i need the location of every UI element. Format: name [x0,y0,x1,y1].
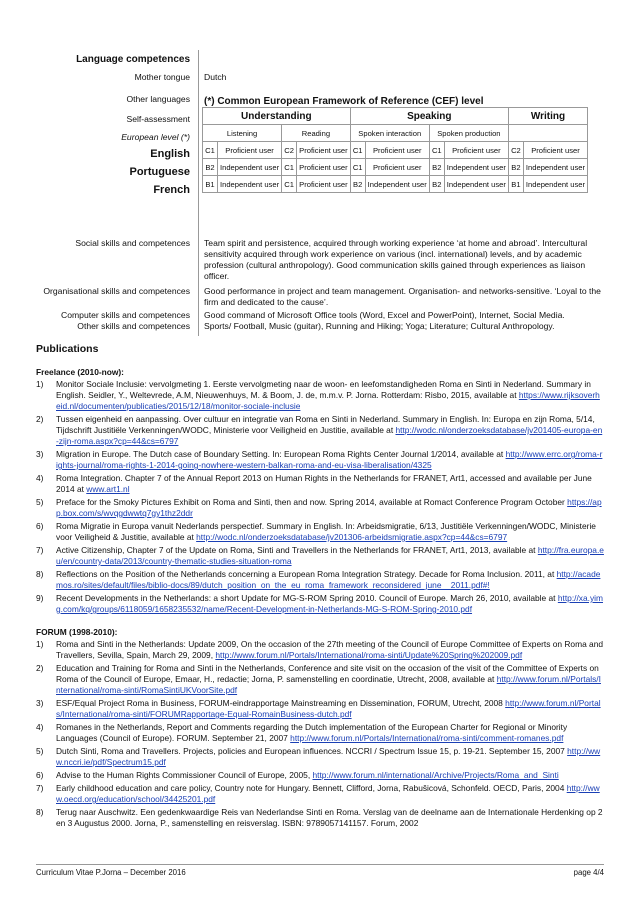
organisational-skills-label: Organisational skills and competences [43,286,190,296]
publication-link[interactable]: http://www.forum.nl/Portals/International/roma-sinti/FORUMRapportage-Equal-RomainBusiness-dutch.pdf [56,698,601,719]
level-code: C1 [350,159,365,176]
level-desc: Independent user [444,176,508,193]
publication-item [36,593,604,615]
table-row [203,142,588,159]
publication-text: Tussen eigenheid en aanpassing. Over cultuur en integratie van Roma en Sinti in Nederland. Summary in English. In: Europa en zijn Roma, 5/14, Tijdschrift Justitiële Verkenningen/WODC, Ministerie voor Veiligheid en Justitie, available at [56,414,595,435]
publication-text: ESF/Equal Project Roma in Business, FORUM-eindrapportage Mainstreaming en Dissemination, FORUM, Utrecht, 2008 [56,698,506,708]
publication-text: Migration in Europe. The Dutch case of Boundary Setting. In: European Roma Rights Center Journal 1/2014, available at [56,449,506,459]
level-desc: Proficient user [444,142,508,159]
publication-number: 5) [36,497,44,507]
publication-link[interactable]: http://www.forum.nl/Portals/International/roma-sinti/RomaSintiUKVoorSite.pdf [56,674,601,695]
publication-item [36,639,604,661]
lang-english-label: English [150,148,190,160]
publication-number: 9) [36,593,44,603]
publication-item [36,783,604,805]
publication-item [36,746,604,768]
footer-rule [36,864,604,865]
subheader-listening: Listening [203,125,282,142]
level-desc: Independent user [444,159,508,176]
language-heading: Language competences [76,54,190,65]
publication-number: 8) [36,569,44,579]
publication-item [36,449,604,471]
computer-skills-label: Computer skills and competences [61,310,190,320]
level-desc: Independent user [523,176,587,193]
level-desc: Proficient user [365,142,429,159]
other-skills-label: Other skills and competences [77,321,190,331]
level-code: B1 [508,176,523,193]
publication-number: 2) [36,414,44,424]
forum-heading: FORUM (1998-2010): [36,627,118,637]
publication-text: Monitor Sociale Inclusie: vervolgmeting 1. Eerste vervolgmeting naar de woon- en leefomstandigheden Roma en Sinti in Nederland. Summary in English. Seidler, Y., Weltevrede, A.M, Nieuwenhuys, M. & Boom, J. de, m.m.v. P. Jorna. Rotterdam: Risbo, 2015, available at [56,379,591,400]
level-code: C1 [282,159,297,176]
group-writing: Writing [508,108,587,125]
publication-number: 6) [36,521,44,531]
level-desc: Proficient user [297,159,351,176]
publication-item [36,414,604,447]
group-understanding: Understanding [203,108,351,125]
publication-item [36,770,604,781]
publication-number: 4) [36,722,44,732]
level-desc: Proficient user [523,142,587,159]
cef-title: (*) Common European Framework of Reference (CEF) level [204,96,484,107]
mother-tongue-label: Mother tongue [134,72,190,82]
other-skills-value: Sports/ Football, Music (guitar), Running and Hiking; Yoga; Literature; Cultural Anthropology. [204,321,555,331]
footer [36,868,604,877]
level-code: C1 [350,142,365,159]
publication-number: 7) [36,783,44,793]
publication-text: Roma and Sinti in the Netherlands: Update 2009, On the occasion of the 27th meeting of the Council of Europe Committee of Experts on Roma and Travellers, Sevilla, Spain, March 29, 2009, [56,639,604,660]
publication-text: Roma Migratie in Europa vanuit Nederlands perspectief. Summary in English. In: Arbeidsmigratie, 6/13, Justitiële Verkenningen/WODC, Ministerie voor Veiligheid & Justitie, available at [56,521,596,542]
publication-text: Romanes in the Netherlands, Report and Comments regarding the Dutch implementation of the European Charter for Regional or Minority Languages (Council of Europe). FORUM. September 21, 2007 [56,722,568,743]
publication-link[interactable]: https://www.rijksoverheid.nl/documenten/publicaties/2015/12/18/monitor-sociale-inclusie [56,390,600,411]
publication-number: 3) [36,449,44,459]
subheader-spoken-production: Spoken production [429,125,508,142]
publication-number: 4) [36,473,44,483]
footer-left: Curriculum Vitae P.Jorna – December 2016 [36,868,186,877]
subheader-spoken-interaction: Spoken interaction [350,125,429,142]
publication-number: 5) [36,746,44,756]
publication-link[interactable]: http://www.forum.nl/Portals/International/roma-sinti/comment-romanes.pdf [290,733,564,743]
publication-item [36,497,604,519]
level-code: C1 [203,142,218,159]
level-code: C1 [282,176,297,193]
publication-item [36,379,604,412]
publication-text: Preface for the Smoky Pictures Exhibit on Roma and Sinti, then and now. Spring 2014, available at Romact Conference Program October [56,497,568,507]
publication-link[interactable]: www.art1.nl [86,484,130,494]
publication-link[interactable]: http://fra.europa.eu/en/country-data/2013/country-thematic-studies-situation-roma [56,545,604,566]
publication-number: 3) [36,698,44,708]
publication-number: 1) [36,639,44,649]
publication-link[interactable]: http://wodc.nl/onderzoeksdatabase/jv201405-europa-en-zijn-roma.aspx?cp=44&cs=6797 [56,425,603,446]
publication-text: Active Citizenship, Chapter 7 of the Update on Roma, Sinti and Travellers in the Netherlands for FRANET, Art1, 2013, available at [56,545,538,555]
publication-number: 1) [36,379,44,389]
publication-text: Terug naar Auschwitz. Een gedenkwaardige Reis van Nederlandse Sinti en Roma. Verslag van de deelname aan de Internationale Herdenking op 2 en 3 Augustus 2000. Jorna, P., samenstelling en reisverslag. ISBN: 9789057141157. Forum, 2002 [56,807,603,828]
publication-item [36,569,604,591]
self-assessment-label: Self-assessment [126,114,190,124]
level-desc: Independent user [218,159,282,176]
publication-link[interactable]: http://www.errc.org/roma-rights-journal/roma-rights-1-2014-going-nowhere-western-balkan-roma-and-eu-visa-liberalisation/4325 [56,449,603,470]
level-code: B2 [429,159,444,176]
level-code: C2 [282,142,297,159]
publications-section [36,344,604,831]
level-desc: Proficient user [297,176,351,193]
publication-text: Recent Developments in the Netherlands: a short Update for MG-S-ROM Spring 2010. Council of Europe. March 26, 2010, available at [56,593,558,603]
publication-text: Roma Integration. Chapter 7 of the Annual Report 2013 on Human Rights in the Netherlands for FRANET, Art1, accessed and available per June 2014 at [56,473,592,494]
level-code: B2 [203,159,218,176]
level-desc: Independent user [218,176,282,193]
level-code: B2 [508,159,523,176]
other-languages-label: Other languages [126,94,190,104]
level-desc: Independent user [523,159,587,176]
level-code: B1 [203,176,218,193]
level-desc: Proficient user [365,159,429,176]
publication-link[interactable]: http://www.nccri.ie/pdf/Spectrum15.pdf [56,746,601,767]
computer-skills-value: Good command of Microsoft Office tools (Word, Excel and PowerPoint), Internet, Social Media. [204,310,565,320]
publication-text: Early childhood education and care policy, Country note for Hungary. Bennett, Clifford, Jorna, Rabušicová, Schonfeld. OECD, Paris, 2004 [56,783,567,793]
publication-number: 7) [36,545,44,555]
level-code: C1 [429,142,444,159]
publication-text: Dutch Sinti, Roma and Travellers. Projects, policies and European influences. NCCRI / Spectrum Issue 15, p. 19-21. September 15, 2007 [56,746,568,756]
publication-item [36,663,604,696]
level-desc: Proficient user [218,142,282,159]
level-code: B2 [429,176,444,193]
page-number: page 4/4 [573,868,604,877]
group-speaking: Speaking [350,108,508,125]
publications-heading: Publications [36,343,99,355]
cef-table [202,107,588,193]
level-desc: Proficient user [297,142,351,159]
publication-text: Advise to the Human Rights Commissioner Council of Europe, 2005, [56,770,313,780]
lang-french-label: French [153,184,190,196]
freelance-list [36,379,604,615]
mother-tongue-value: Dutch [204,72,227,82]
european-level-label: European level (*) [121,132,190,142]
publication-link[interactable]: http://academos.ro/sites/default/files/biblio-docs/89/dutch_position_on_the_eu_roma_framework_reconsidered_june__2011.pdf#! [56,569,601,590]
subheader-writing-blank [508,125,587,142]
publication-link[interactable]: http://www.forum.nl/international/Archive/Projects/Roma_and_Sinti [312,770,559,780]
publication-item [36,807,604,829]
publication-link[interactable]: http://www.forum.nl/Portals/International/roma-sinti/Update%20Spring%202009.pdf [215,650,523,660]
subheader-reading: Reading [282,125,351,142]
level-code: B2 [350,176,365,193]
publication-text: Reflections on the Position of the Netherlands concerning a European Roma Integration Strategy. Decade for Roma Inclusion. 2011, at [56,569,557,579]
publication-item [36,722,604,744]
lang-portuguese-label: Portuguese [129,166,190,178]
publication-text: Education and Training for Roma and Sinti in the Netherlands, Conference and site visit on the occasion of the visit of the Committee of Experts on Roma of the Council of Europe, Emaar, H., redactie; Jorna, P. samenstelling en coordinatie, Utrecht, 2008, available at [56,663,599,684]
table-row [203,176,588,193]
forum-list [36,639,604,829]
publication-link[interactable]: http://xa.yimg.com/kq/groups/6118059/1658235532/name/Recent-Development-in-Netherlands-MG-S-ROM-Spring-2010.pdf [56,593,603,614]
level-desc: Independent user [365,176,429,193]
freelance-heading: Freelance (2010-now): [36,367,124,377]
publication-item [36,473,604,495]
social-skills-value: Team spirit and persistence, acquired through working experience ‘at home and abroad’. Intercultural sensitivity acquired through work experience on various (incl. international) levels, and by academic profession (cultural anthropology). Good communication skills gained through experiences as liaison officer. [204,238,588,281]
publication-number: 6) [36,770,44,780]
publication-item [36,545,604,567]
publication-item [36,521,604,543]
level-code: C2 [508,142,523,159]
publication-link[interactable]: http://wodc.nl/onderzoeksdatabase/jv201306-arbeidsmigratie.aspx?cp=44&cs=6797 [196,532,508,542]
table-row [203,159,588,176]
publication-number: 2) [36,663,44,673]
language-section [0,50,638,350]
organisational-skills-value: Good performance in project and team management. Organisation- and networks-sensitive. ‘Loyal to the firm and dedicated to the cause’. [204,286,601,307]
publication-number: 8) [36,807,44,817]
publication-link[interactable]: https://app.box.com/s/wvqgdwwtq7gy1thz2ddr [56,497,602,518]
publication-link[interactable]: http://www.oecd.org/education/school/34425201.pdf [56,783,600,804]
publication-item [36,698,604,720]
social-skills-label: Social skills and competences [75,238,190,248]
column-divider [198,50,199,336]
